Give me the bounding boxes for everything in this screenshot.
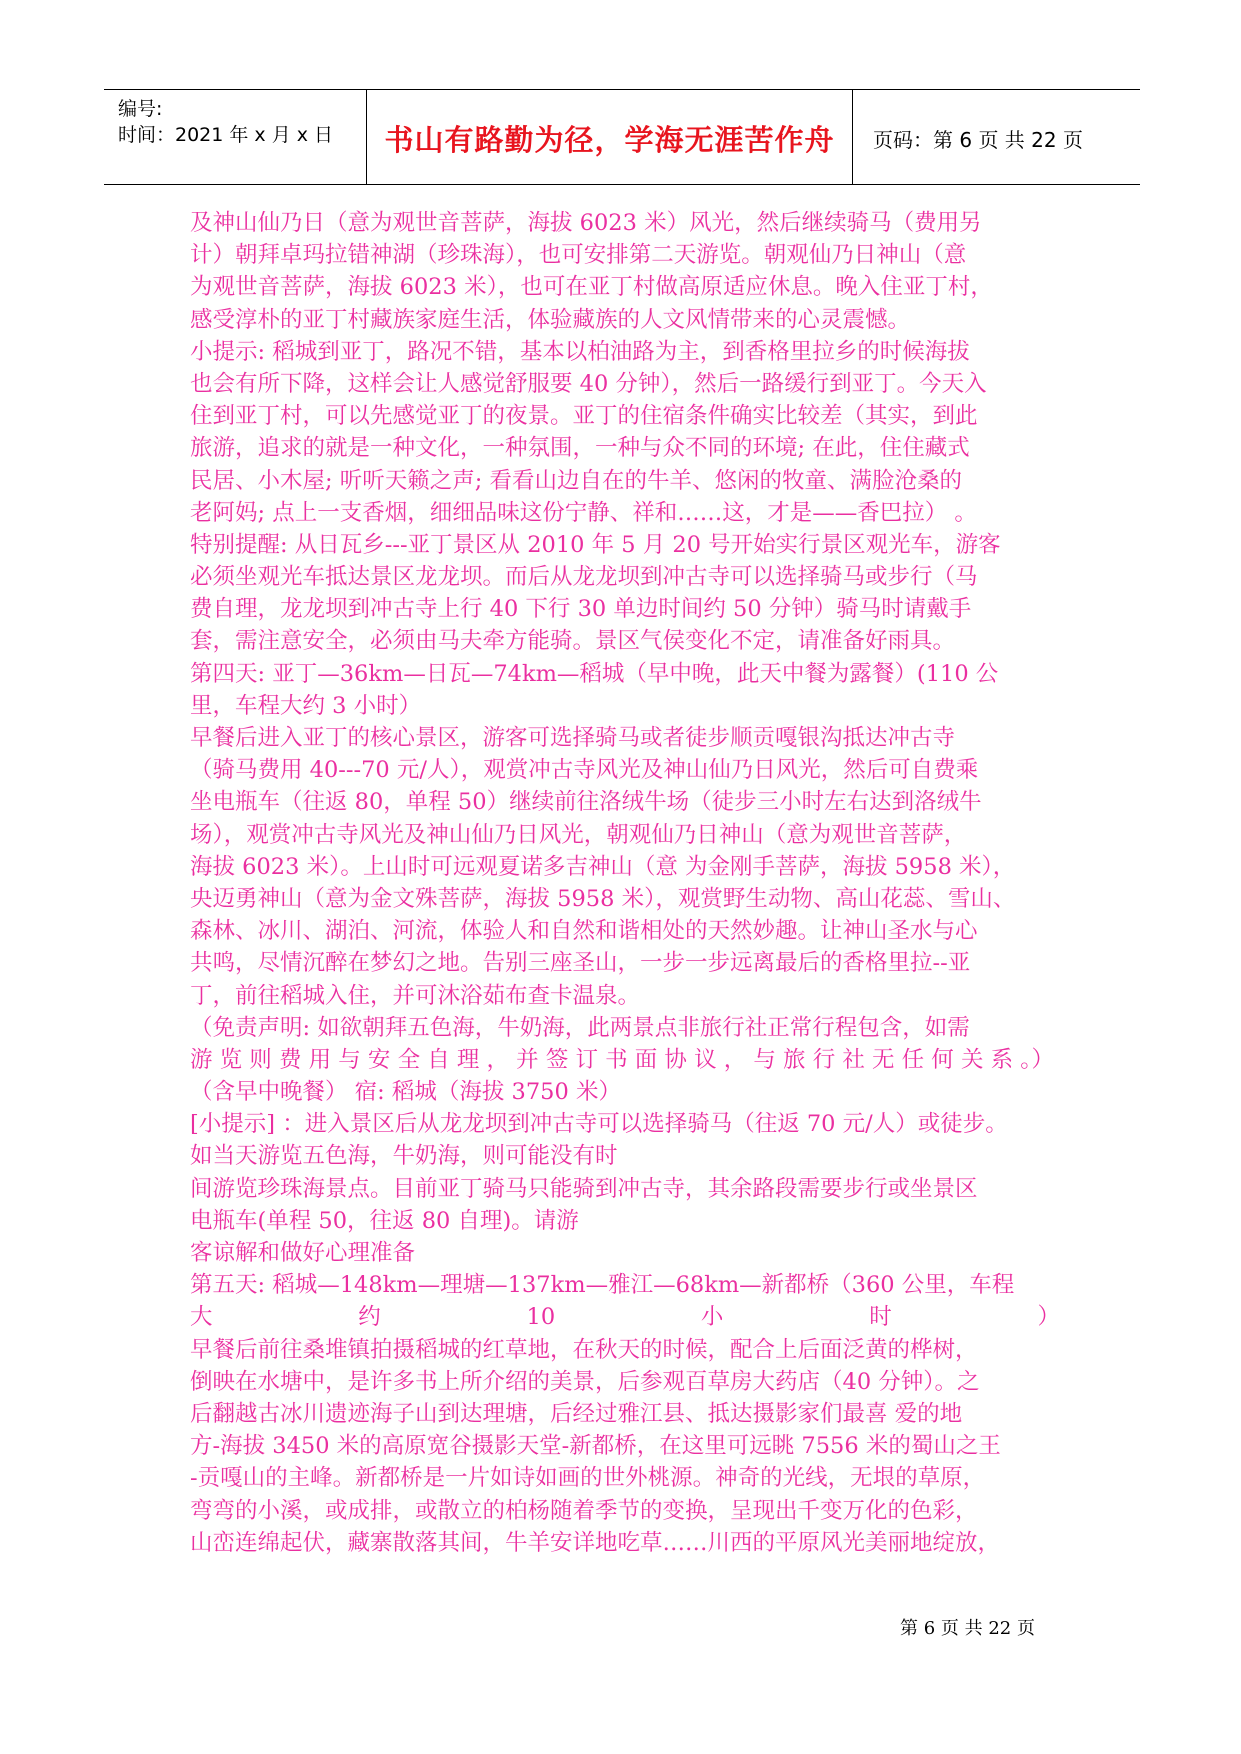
body-line: 旅游，追求的就是一种文化，一种氛围，一种与众不同的环境; 在此，住住藏式: [190, 435, 970, 462]
body-line: 间游览珍珠海景点。目前亚丁骑马只能骑到冲古寺，其余路段需要步行或坐景区: [190, 1175, 978, 1202]
body-line: 里，车程大约 3 小时）: [190, 692, 422, 719]
body-line: （含早中晚餐） 宿: 稻城（海拔 3750 米）: [190, 1079, 621, 1106]
body-line: 费自理，龙龙坝到冲古寺上行 40 下行 30 单边时间约 50 分钟）骑马时请戴手: [190, 596, 972, 623]
body-line: 住到亚丁村，可以先感觉亚丁的夜景。亚丁的住宿条件确实比较差（其实，到此: [190, 403, 978, 430]
body-word: 时: [869, 1304, 892, 1331]
body-line: 小提示: 稻城到亚丁，路况不错，基本以柏油路为主，到香格里拉乡的时候海拔: [190, 338, 970, 365]
body-word: ）: [1037, 1304, 1060, 1331]
body-line: 第四天: 亚丁—36km—日瓦—74km—稻城（早中晚，此天中餐为露餐）(110 公: [190, 660, 999, 687]
body-line: [小提示] ：进入景区后从龙龙坝到冲古寺可以选择骑马（往返 70 元/人）或徒步。: [190, 1111, 1008, 1138]
body-line: 特别提醒: 从日瓦乡---亚丁景区从 2010 年 5 月 20 号开始实行景区观光车，游客: [190, 531, 1001, 558]
body-line: （免责声明: 如欲朝拜五色海，牛奶海，此两景点非旅行社正常行程包含，如需: [190, 1014, 970, 1041]
body-line: 为观世音菩萨，海拔 6023 米），也可在亚丁村做高原适应休息。晚入住亚丁村，: [190, 274, 993, 301]
body-word: 10: [526, 1304, 556, 1331]
body-line: 弯弯的小溪，或成排，或散立的柏杨随着季节的变换，呈现出千变万化的色彩，: [190, 1497, 978, 1524]
body-text: [190, 207, 1060, 1559]
body-line: 坐电瓶车（往返 80，单程 50）继续前往洛绒牛场（徒步三小时左右达到洛绒牛: [190, 789, 982, 816]
body-line: 套，需注意安全，必须由马夫牵方能骑。景区气侯变化不定，请准备好雨具。: [190, 628, 956, 655]
body-line: 计）朝拜卓玛拉错神湖（珍珠海），也可安排第二天游览。朝观仙乃日神山（意: [190, 242, 967, 269]
body-line: 如当天游览五色海，牛奶海，则可能没有时: [190, 1143, 618, 1170]
doc-time-label: 时间：2021 年 x 月 x 日: [118, 124, 334, 146]
body-line: 民居、小木屋; 听听天籁之声; 看看山边自在的牛羊、悠闲的牧童、满脸沧桑的: [190, 467, 962, 494]
body-line: 倒映在水塘中，是许多书上所介绍的美景，后参观百草房大药店（40 分钟）。之: [190, 1368, 980, 1395]
body-line: 早餐后前往桑堆镇拍摄稻城的红草地，在秋天的时候，配合上后面泛黄的桦树，: [190, 1336, 978, 1363]
body-line: 也会有所下降，这样会让人感觉舒服要 40 分钟），然后一路缓行到亚丁。今天入: [190, 370, 987, 397]
body-line: 感受淳朴的亚丁村藏族家庭生活，体验藏族的人文风情带来的心灵震憾。: [190, 306, 911, 333]
body-line: 丁，前往稻城入住，并可沐浴茹布查卡温泉。: [190, 982, 641, 1009]
body-word: 大: [190, 1304, 213, 1331]
body-line: 场），观赏冲古寺风光及神山仙乃日风光，朝观仙乃日神山（意为观世音菩萨，: [190, 821, 967, 848]
body-line: 共鸣，尽情沉醉在梦幻之地。告别三座圣山，一步一步远离最后的香格里拉--亚: [190, 950, 971, 977]
body-line: 及神山仙乃日（意为观世音菩萨，海拔 6023 米）风光，然后继续骑马（费用另: [190, 210, 982, 236]
doc-number-label: 编号:: [118, 98, 163, 120]
body-line: 后翻越古冰川遗迹海子山到达理塘，后经过雅江县、抵达摄影家们最喜 爱的地: [190, 1400, 963, 1427]
body-line: 第五天: 稻城—148km—理塘—137km—雅江—68km—新都桥（360 公里，车程: [190, 1272, 1015, 1299]
body-word: 小: [700, 1304, 724, 1331]
body-line: 央迈勇神山（意为金文殊菩萨，海拔 5958 米），观赏野生动物、高山花蕊、雪山、: [190, 885, 1016, 912]
body-line-justified: [190, 1301, 1060, 1333]
body-line: 必须坐观光车抵达景区龙龙坝。而后从龙龙坝到冲古寺可以选择骑马或步行（马: [190, 564, 978, 591]
body-line: 森林、冰川、湖泊、河流，体验人和自然和谐相处的天然妙趣。让神山圣水与心: [190, 918, 978, 945]
header-page-info: 页码：第 6 页 共 22 页: [873, 128, 1083, 152]
body-line: 老阿妈; 点上一支香烟，细细品味这份宁静、祥和……这，才是——香巴拉） 。: [190, 499, 977, 526]
body-line: 方-海拔 3450 米的高原宽谷摄影天堂-新都桥，在这里可远眺 7556 米的蜀山之王: [190, 1433, 1001, 1460]
body-word: 约: [358, 1304, 381, 1331]
header-motto: 书山有路勤为径，学海无涯苦作舟: [384, 123, 835, 157]
header-motto-cell: [366, 90, 853, 184]
body-line: 海拔 6023 米）。上山时可远观夏诺多吉神山（意 为金刚手菩萨，海拔 5958 米），: [190, 853, 1016, 880]
body-line: 电瓶车(单程 50，往返 80 自理)。请游: [190, 1207, 579, 1234]
body-line: -贡嘎山的主峰。新都桥是一片如诗如画的世外桃源。神奇的光线，无垠的草原，: [190, 1465, 986, 1492]
page-footer: 第 6 页 共 22 页: [900, 1618, 1035, 1639]
body-line: 山峦连绵起伏，藏寨散落其间，牛羊安详地吃草……川西的平原风光美丽地绽放，: [190, 1529, 1001, 1556]
body-line: （骑马费用 40---70 元/人），观赏冲古寺风光及神山仙乃日风光，然后可自费乘: [190, 757, 979, 784]
body-line: 游 览 则 费 用 与 安 全 自 理 ， 并 签 订 书 面 协 议 ， 与 旅 行 社 无 任 何 关 系 。）: [190, 1046, 1055, 1073]
header-meta-cell: [104, 90, 366, 184]
page-header: [104, 89, 1140, 185]
header-page-cell: [853, 90, 1140, 184]
body-line: 早餐后进入亚丁的核心景区，游客可选择骑马或者徒步顺贡嘎银沟抵达冲古寺: [190, 725, 956, 751]
body-line: 客谅解和做好心理准备: [190, 1240, 416, 1266]
